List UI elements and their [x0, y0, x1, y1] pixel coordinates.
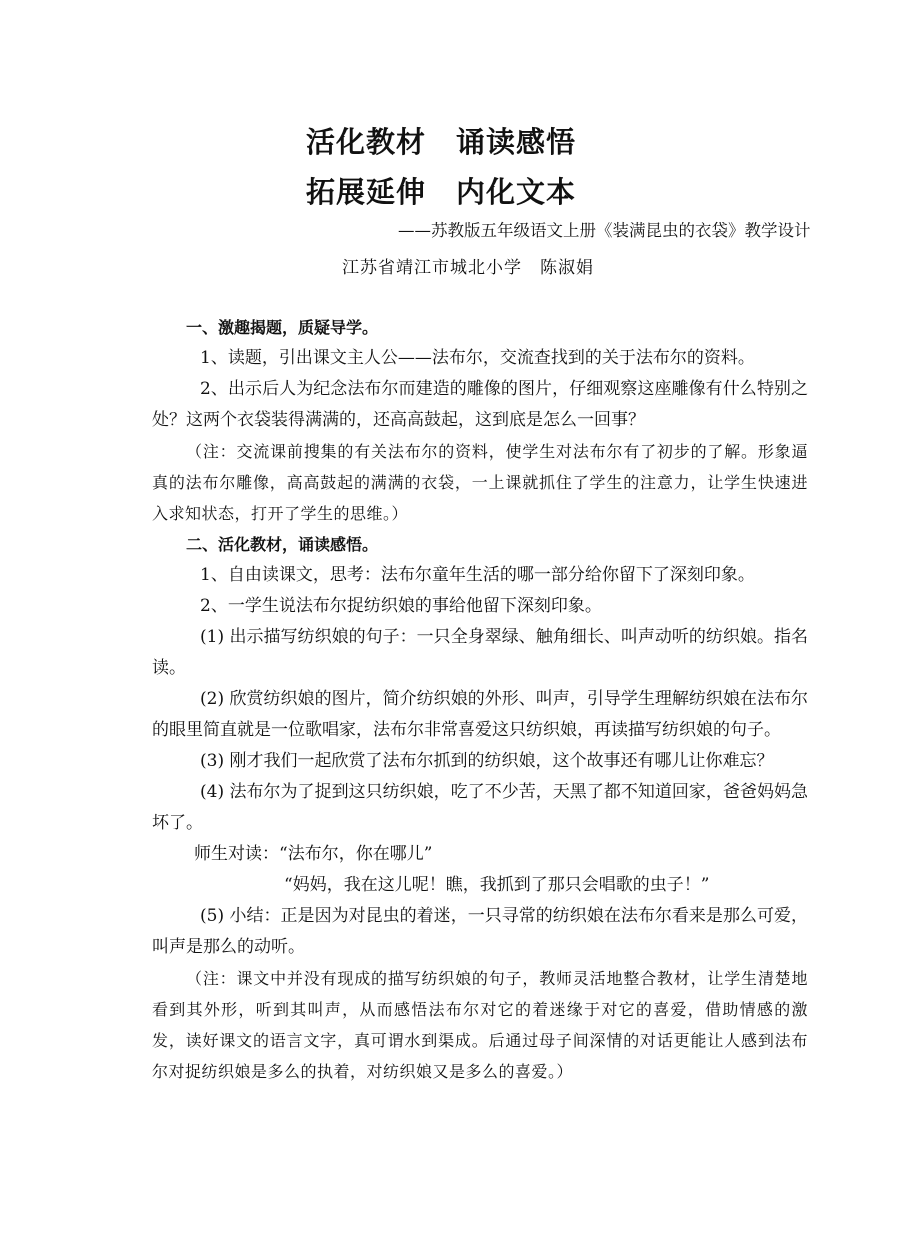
author-line: 江苏省靖江市城北小学 陈淑娟: [342, 258, 594, 278]
paragraph: (1) 出示描写纺织娘的句子：一只全身翠绿、触角细长、叫声动听的纺织娘。指名读。: [152, 627, 808, 678]
paragraph: 1、自由读课文，思考：法布尔童年生活的哪一部分给你留下了深刻印象。: [200, 565, 755, 585]
teacher-note: （注：课文中并没有现成的描写纺织娘的句子，教师灵活地整合教材，让学生清楚地看到其外形，听到其叫声，从而感悟法布尔对它的着迷缘于对它的喜爱，借助情感的激发，读好课文的语言文字，真可谓水到渠成。后通过母子间深情的对话更能让人感到法布尔对捉纺织娘是多么的执着，对纺织娘又是多么的喜爱。）: [152, 969, 808, 1081]
paragraph: (2) 欣赏纺织娘的图片，简介纺织娘的外形、叫声，引导学生理解纺织娘在法布尔的眼里简直就是一位歌唱家，法布尔非常喜爱这只纺织娘，再读描写纺织娘的句子。: [152, 689, 808, 740]
paragraph: 2、一学生说法布尔捉纺织娘的事给他留下深刻印象。: [200, 596, 602, 616]
title-line-1: 活化教材 诵读感悟: [305, 125, 576, 159]
paragraph: (4) 法布尔为了捉到这只纺织娘，吃了不少苦，天黑了都不知道回家，爸爸妈妈急坏了。: [152, 782, 808, 833]
subtitle: ——苏教版五年级语文上册《装满昆虫的衣袋》教学设计: [398, 221, 811, 240]
dialogue-line: 师生对读：“法布尔，你在哪儿”: [194, 844, 433, 864]
title-line-2: 拓展延伸 内化文本: [305, 175, 576, 209]
teacher-note: （注：交流课前搜集的有关法布尔的资料，使学生对法布尔有了初步的了解。形象逼真的法布尔雕像，高高鼓起的满满的衣袋，一上课就抓住了学生的注意力，让学生快速进入求知状态，打开了学生的思维。）: [152, 442, 808, 523]
section-heading-2: 二、活化教材，诵读感悟。: [186, 535, 379, 554]
body-text: [152, 312, 808, 1087]
paragraph: (5) 小结：正是因为对昆虫的着迷，一只寻常的纺织娘在法布尔看来是那么可爱，叫声是那么的动听。: [152, 906, 808, 957]
section-heading-1: 一、激趣揭题，质疑导学。: [186, 318, 379, 337]
paragraph: 2、出示后人为纪念法布尔而建造的雕像的图片，仔细观察这座雕像有什么特别之处？这两个衣袋装得满满的，还高高鼓起，这到底是怎么一回事？: [152, 379, 808, 430]
paragraph: (3) 刚才我们一起欣赏了法布尔抓到的纺织娘，这个故事还有哪儿让你难忘？: [200, 751, 774, 771]
dialogue-line: “妈妈，我在这儿呢！瞧，我抓到了那只会唱歌的虫子！”: [284, 875, 710, 895]
paragraph: 1、读题，引出课文主人公——法布尔，交流查找到的关于法布尔的资料。: [200, 348, 755, 368]
